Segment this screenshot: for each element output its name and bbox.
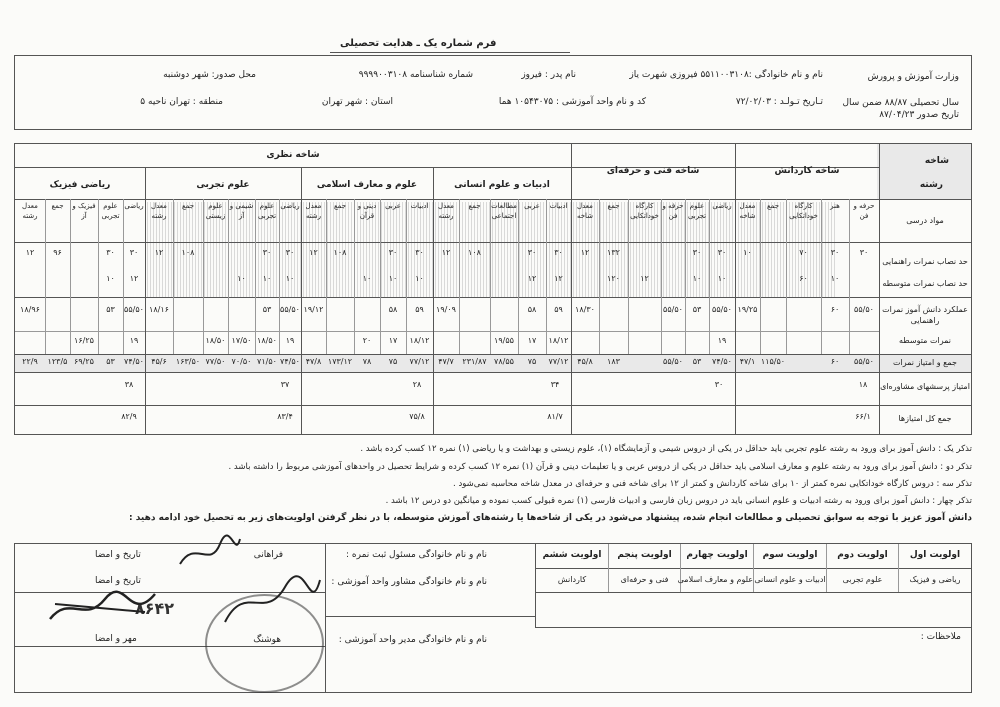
- smid-maaref-0: ۱۸/۱۲: [409, 336, 430, 345]
- note-recommendation: دانش آموز عزیز با توجه به سوابق تحصیلی و مطالعات انجام شده، پیشنهاد می‌شود در یکی از شاخه‌ها یا رشته‌های آموزش متوسطه، با در نظر گرفتن اولویت‌های زیر به تحصیل خود ادامه دهید :: [128, 513, 972, 523]
- guidance-fanni-1: ۳۰: [692, 248, 702, 257]
- sum-adabiyat-4: ۴۷/۷: [438, 357, 454, 366]
- form-title: فرم شماره یک ـ هدایت تحصیلی: [340, 38, 497, 49]
- sign-date-label: تاریخ و امضا: [95, 550, 141, 560]
- note-3: تذکر سه : دروس کارگاه خوداتکایی نمره کمتر از ۱۰ برای شاخه کاردانش و کمتر از ۱۲ برای شاخه فنی و حرفه‌ای در معدل شاخه محاسبه نمی‌شود .: [453, 479, 972, 489]
- sum-maaref-3: ۱۷۳/۱۲: [327, 357, 353, 366]
- branch-nazari: شاخه نظری: [266, 150, 320, 160]
- subjects-riazi-0: ریاضی: [124, 202, 144, 210]
- guidance-kardanesh-0: ۳۰: [859, 248, 869, 257]
- total-kardanesh: ۶۶/۱: [855, 412, 871, 421]
- middle-fanni-4: ۱۲۰: [607, 274, 620, 283]
- signature-3-icon: [215, 572, 325, 632]
- subjects-adabiyat-4: معدل رشته: [438, 202, 454, 220]
- subjects-fanni-0: ریاضی: [712, 202, 732, 210]
- sguid-kardanesh-1: ۶۰: [830, 305, 840, 314]
- subjects-kardanesh-0: حرفه و فن: [853, 202, 875, 220]
- sum-riazi-1: ۵۳: [106, 357, 115, 366]
- subjects-maaref-0: ادبیات: [410, 202, 429, 210]
- total-tajrobi: ۸۳/۴: [277, 412, 293, 421]
- label-test: امتیاز پرسشهای مشاوره‌ای: [880, 382, 970, 391]
- subjects-tajrobi-2: شیمی و آز: [229, 202, 254, 220]
- label-student-middle: نمرات متوسطه: [899, 336, 951, 345]
- subjects-riazi-4: معدل رشته: [22, 202, 38, 220]
- corner-major: رشته: [919, 180, 943, 190]
- guidance-riazi-3: ۹۶: [53, 248, 62, 257]
- subjects-maaref-1: عربی: [385, 202, 401, 210]
- priority-header-2: اولویت دوم: [837, 550, 888, 560]
- subjects-tajrobi-3: علوم زیستی: [205, 202, 226, 220]
- subjects-fanni-2: حرفه و فن: [662, 202, 684, 220]
- signature-number: ۸۶۴۲: [135, 599, 175, 618]
- priority-value-3: ادبیات و علوم انسانی: [754, 575, 826, 584]
- sum-maaref-2: ۷۸: [362, 357, 372, 366]
- sum-tajrobi-3: ۷۷/۵۰: [205, 357, 226, 366]
- test-kardanesh: ۱۸: [858, 380, 868, 389]
- sum-riazi-0: ۷۴/۵۰: [124, 357, 144, 366]
- guidance-adabiyat-1: ۳۰: [527, 248, 537, 257]
- subjects-fanni-4: جمع: [607, 202, 620, 210]
- subjects-tajrobi-1: علوم تجربی: [257, 202, 277, 220]
- guidance-riazi-1: ۳۰: [106, 248, 115, 257]
- sum-adabiyat-1: ۷۵: [527, 357, 537, 366]
- guidance-riazi-0: ۳۰: [129, 248, 139, 257]
- middle-fanni-0: ۱۰: [717, 274, 727, 283]
- middle-maaref-0: ۱۰: [415, 274, 424, 283]
- branch-kardanesh: شاخه کاردانش: [774, 166, 840, 176]
- middle-riazi-1: ۱۰: [106, 274, 115, 283]
- middle-tajrobi-1: ۱۰: [262, 274, 272, 283]
- guidance-kardanesh-1: ۳۰: [830, 248, 840, 257]
- subjects-maaref-4: معدل رشته: [305, 202, 322, 220]
- sum-fanni-1: ۵۳: [692, 357, 702, 366]
- region: منطقه : تهران ناحیه ۵: [140, 97, 223, 107]
- priority-header-5: اولویت پنجم: [617, 550, 672, 560]
- middle-tajrobi-2: ۱۰: [237, 274, 246, 283]
- priority-header-4: اولویت چهارم: [686, 550, 748, 560]
- sguid-riazi-1: ۵۳: [106, 305, 115, 314]
- subjects-adabiyat-1: عربی: [524, 202, 540, 210]
- sum-kardanesh-1: ۶۰: [830, 357, 840, 366]
- label-middle-threshold: حد نصاب نمرات متوسطه: [882, 279, 968, 288]
- sguid-maaref-1: ۵۸: [388, 305, 398, 314]
- guidance-maaref-1: ۳۰: [388, 248, 398, 257]
- principal-name: هوشنگ: [253, 635, 281, 645]
- guidance-maaref-0: ۳۰: [415, 248, 424, 257]
- guidance-tajrobi-0: ۳۰: [285, 248, 295, 257]
- sum-fanni-2: ۵۵/۵۰: [663, 357, 683, 366]
- label-subjects: مواد درسی: [906, 216, 944, 225]
- sum-riazi-extra: ۲۲/۹: [22, 357, 38, 366]
- major-maaref: علوم و معارف اسلامی: [316, 180, 418, 190]
- smid-maaref-1: ۱۷: [388, 336, 398, 345]
- title-underline: [330, 52, 570, 53]
- subjects-adabiyat-2: مطالعات اجتماعی: [491, 202, 517, 220]
- teacher-label: نام و نام خانوادگی مسئول ثبت نمره :: [346, 550, 487, 560]
- priority-header-3: اولویت سوم: [762, 550, 818, 560]
- subjects-riazi-1: علوم تجربی: [101, 202, 120, 220]
- total-riazi: ۸۲/۹: [121, 412, 137, 421]
- smid-adabiyat-2: ۱۹/۵۵: [494, 336, 514, 345]
- father-name: نام پدر : فیروز: [521, 70, 576, 80]
- label-total: جمع کل امتیازها: [898, 414, 952, 423]
- grade-table: [14, 143, 972, 435]
- ministry-label: وزارت آموزش و پرورش: [867, 72, 959, 82]
- sum-fanni-5: ۴۵/۸: [577, 357, 593, 366]
- seal-label: مهر و امضا: [95, 634, 137, 644]
- sguid-fanni-1: ۵۳: [692, 305, 702, 314]
- middle-adabiyat-0: ۱۲: [554, 274, 563, 283]
- sum-kardanesh-3: ۱۱۵/۵۰: [760, 357, 786, 366]
- guidance-fanni-4: ۱۳۲: [607, 248, 620, 257]
- sum-tajrobi-4: ۱۶۳/۵۰: [175, 357, 201, 366]
- id-number: شماره شناسنامه ۹۹۹۹۰۰۳۱۰۸: [358, 70, 473, 80]
- sum-maaref-0: ۷۷/۱۲: [409, 357, 430, 366]
- priority-table: [14, 543, 972, 693]
- subjects-fanni-5: معدل شاخه: [576, 202, 594, 220]
- subjects-tajrobi-5: معدل رشته: [151, 202, 167, 220]
- label-sum: جمع و امتیاز نمرات: [893, 358, 957, 367]
- guidance-tajrobi-4: ۱۰۸: [181, 248, 195, 257]
- sguid-tajrobi-5: ۱۸/۱۶: [149, 305, 169, 314]
- guidance-maaref-3: ۱۰۸: [333, 248, 347, 257]
- corner-branch: شاخه: [924, 156, 949, 166]
- priority-value-5: فنی و حرفه‌ای: [620, 575, 669, 584]
- priority-header-1: اولویت اول: [909, 550, 961, 560]
- school-name: کد و نام واحد آموزشی : ۱۰۵۴۳۰۷۵ هما: [498, 97, 646, 107]
- total-maaref: ۷۵/۸: [409, 412, 425, 421]
- sum-tajrobi-5: ۴۵/۶: [151, 357, 167, 366]
- subjects-kardanesh-4: معدل شاخه: [739, 202, 756, 220]
- subjects-adabiyat-0: ادبیات: [549, 202, 568, 210]
- smid-tajrobi-0: ۱۹: [285, 336, 295, 345]
- issue-date: تاریخ صدور ۸۷/۰۴/۲۳: [879, 110, 959, 120]
- sum-tajrobi-2: ۷۰/۵۰: [231, 357, 252, 366]
- guidance-adabiyat-0: ۳۰: [554, 248, 563, 257]
- smid-adabiyat-0: ۱۸/۱۲: [548, 336, 569, 345]
- subjects-maaref-3: جمع: [333, 202, 347, 210]
- major-adabiyat: ادبیات و علوم انسانی: [454, 180, 550, 190]
- sum-adabiyat-3: ۲۳۱/۸۷: [462, 357, 487, 366]
- sguid-tajrobi-0: ۵۵/۵۰: [280, 305, 300, 314]
- total-adabiyat: ۸۱/۷: [547, 412, 563, 421]
- guidance-kardanesh-4: ۱۰: [743, 248, 752, 257]
- middle-adabiyat-1: ۱۲: [527, 274, 537, 283]
- priority-value-4: علوم و معارف اسلامی: [677, 575, 753, 584]
- label-guidance-threshold: حد نصاب نمرات راهنمایی: [882, 257, 968, 266]
- signature-2-icon: [45, 584, 165, 634]
- major-riazi: ریاضی فیزیک: [49, 180, 111, 190]
- smid-riazi-0: ۱۹: [129, 336, 139, 345]
- school-year: سال تحصیلی ۸۸/۸۷ ضمن سال: [842, 98, 959, 108]
- sguid-adabiyat-0: ۵۹: [554, 305, 563, 314]
- sguid-riazi-4: ۱۸/۹۶: [20, 305, 40, 314]
- middle-maaref-2: ۱۰: [362, 274, 372, 283]
- province: استان : شهر تهران: [321, 97, 393, 107]
- guidance-tajrobi-5: ۱۲: [154, 248, 164, 257]
- sguid-fanni-0: ۵۵/۵۰: [712, 305, 732, 314]
- guidance-fanni-5: ۱۲: [580, 248, 590, 257]
- test-fanni: ۳۰: [714, 380, 724, 389]
- subjects-tajrobi-4: جمع: [181, 202, 195, 210]
- sum-maaref-4: ۴۷/۸: [305, 357, 322, 366]
- sum-adabiyat-0: ۷۷/۱۲: [548, 357, 569, 366]
- signature-1-icon: [175, 534, 245, 574]
- priority-value-6: کاردانش: [557, 575, 587, 584]
- teacher-name: فراهانی: [253, 550, 283, 560]
- remarks-label: ملاحظات :: [920, 632, 961, 642]
- subjects-riazi-2: فیزیک و آز: [72, 202, 96, 220]
- smid-tajrobi-2: ۱۷/۵۰: [231, 336, 252, 345]
- sum-kardanesh-0: ۵۵/۵۰: [854, 357, 874, 366]
- smid-tajrobi-3: ۱۸/۵۰: [205, 336, 226, 345]
- subjects-kardanesh-2: کارگاه خوداتکایی: [789, 202, 818, 220]
- test-adabiyat: ۳۴: [550, 380, 560, 389]
- sguid-tajrobi-1: ۵۳: [262, 305, 272, 314]
- major-tajrobi: علوم تجربی: [196, 180, 250, 190]
- sguid-adabiyat-1: ۵۸: [527, 305, 537, 314]
- subjects-fanni-3: کارگاه خوداتکایی: [630, 202, 659, 220]
- guidance-adabiyat-3: ۱۰۸: [468, 248, 481, 257]
- priority-header-6: اولویت ششم: [542, 550, 602, 560]
- test-maaref: ۲۸: [412, 380, 422, 389]
- sguid-kardanesh-4: ۱۹/۲۵: [737, 305, 758, 314]
- smid-adabiyat-1: ۱۷: [527, 336, 537, 345]
- issue-place: محل صدور: شهر دوشنبه: [163, 70, 256, 80]
- sum-tajrobi-0: ۷۴/۵۰: [280, 357, 300, 366]
- priority-value-1: ریاضی و فیزیک: [909, 575, 961, 584]
- guidance-maaref-4: ۱۲: [309, 248, 318, 257]
- middle-fanni-1: ۱۰: [692, 274, 702, 283]
- sum-riazi-3: ۱۲۳/۵: [47, 357, 68, 366]
- counselor-label: نام و نام خانوادگی مشاور واحد آموزشی :: [331, 577, 487, 587]
- test-riazi: ۳۸: [124, 380, 134, 389]
- middle-maaref-1: ۱۰: [388, 274, 398, 283]
- middle-kardanesh-2: ۶۰: [799, 274, 808, 283]
- sum-fanni-0: ۷۴/۵۰: [712, 357, 732, 366]
- principal-label: نام و نام خانوادگی مدیر واحد آموزشی :: [338, 635, 487, 645]
- birth-date: تـاریخ تـولـد : ۷۲/۰۲/۰۳: [735, 97, 823, 107]
- sum-tajrobi-1: ۷۱/۵۰: [257, 357, 277, 366]
- note-2: تذکر دو : دانش آموز برای ورود به رشته علوم و معارف اسلامی باید حداقل در یکی از دروس عربی و یا تعلیمات دینی و قرآن (۱) نمره ۱۲ کسب کرده و شرایط تحصیل در واحدهای آموزشی مربوط را داشته باشد .: [228, 462, 972, 472]
- subjects-tajrobi-0: ریاضی: [280, 202, 300, 210]
- guidance-tajrobi-1: ۳۰: [262, 248, 272, 257]
- sum-fanni-4: ۱۸۳: [607, 357, 620, 366]
- smid-fanni-0: ۱۹: [717, 336, 727, 345]
- subjects-adabiyat-3: جمع: [468, 202, 481, 210]
- student-info-box: [14, 55, 972, 130]
- sum-adabiyat-2: ۷۸/۵۵: [494, 357, 514, 366]
- sum-riazi-2: ۶۹/۲۵: [74, 357, 94, 366]
- middle-tajrobi-0: ۱۰: [285, 274, 295, 283]
- middle-kardanesh-1: ۱۰: [830, 274, 840, 283]
- sguid-kardanesh-0: ۵۵/۵۰: [854, 305, 874, 314]
- student-name: نام و نام خانوادگی :۵۵۱۱۰۰۳۱۰۸ فیروزی شهرت یاز: [629, 70, 823, 80]
- smid-riazi-2: ۱۶/۲۵: [74, 336, 94, 345]
- label-student-guidance: عملکرد دانش آموز نمرات راهنمایی: [882, 305, 968, 325]
- sguid-maaref-4: ۱۹/۱۲: [303, 305, 324, 314]
- note-4: تذکر چهار : دانش آموز برای ورود به رشته ادبیات و علوم انسانی باید در دروس زبان فارسی و ادبیات فارسی (۱) نمره قبولی کسب نموده و میانگین دو درس ۱۲ باشد .: [385, 496, 972, 506]
- subjects-riazi-3: جمع: [51, 202, 64, 210]
- guidance-riazi-4: ۱۲: [25, 248, 35, 257]
- guidance-adabiyat-4: ۱۲: [441, 248, 451, 257]
- subjects-kardanesh-3: جمع: [766, 202, 780, 210]
- subjects-fanni-1: علوم تجربی: [687, 202, 707, 220]
- middle-riazi-0: ۱۲: [129, 274, 139, 283]
- priority-value-2: علوم تجربی: [842, 575, 883, 584]
- sguid-maaref-0: ۵۹: [415, 305, 424, 314]
- sum-kardanesh-4: ۴۷/۱: [739, 357, 756, 366]
- test-tajrobi: ۳۷: [280, 380, 290, 389]
- sguid-adabiyat-4: ۱۹/۰۹: [436, 305, 456, 314]
- smid-tajrobi-1: ۱۸/۵۰: [257, 336, 277, 345]
- guidance-kardanesh-2: ۷۰: [799, 248, 808, 257]
- branch-fanni: شاخه فنی و حرفه‌ای: [606, 166, 700, 176]
- sign-label: تاریخ و امضا: [95, 576, 141, 586]
- note-1: تذکر یک : دانش آموز برای ورود به رشته علوم تجربی باید حداقل در یکی از دروس شیمی و آزمایشگاه (۱)، علوم زیستی و بهداشت و یا ریاضی (۱) نمره ۱۲ کسب کرده باشد .: [360, 444, 972, 454]
- subjects-kardanesh-1: هنر: [830, 202, 840, 210]
- sum-maaref-1: ۷۵: [388, 357, 398, 366]
- corner-shade: [877, 144, 971, 199]
- smid-maaref-2: ۲۰: [362, 336, 372, 345]
- guidance-fanni-0: ۳۰: [717, 248, 727, 257]
- subjects-maaref-2: دینی و قرآن: [357, 202, 377, 220]
- sguid-fanni-2: ۵۵/۵۰: [663, 305, 683, 314]
- middle-fanni-3: ۱۲: [640, 274, 649, 283]
- sguid-fanni-5: ۱۸/۳۰: [575, 305, 595, 314]
- sguid-riazi-0: ۵۵/۵۰: [124, 305, 144, 314]
